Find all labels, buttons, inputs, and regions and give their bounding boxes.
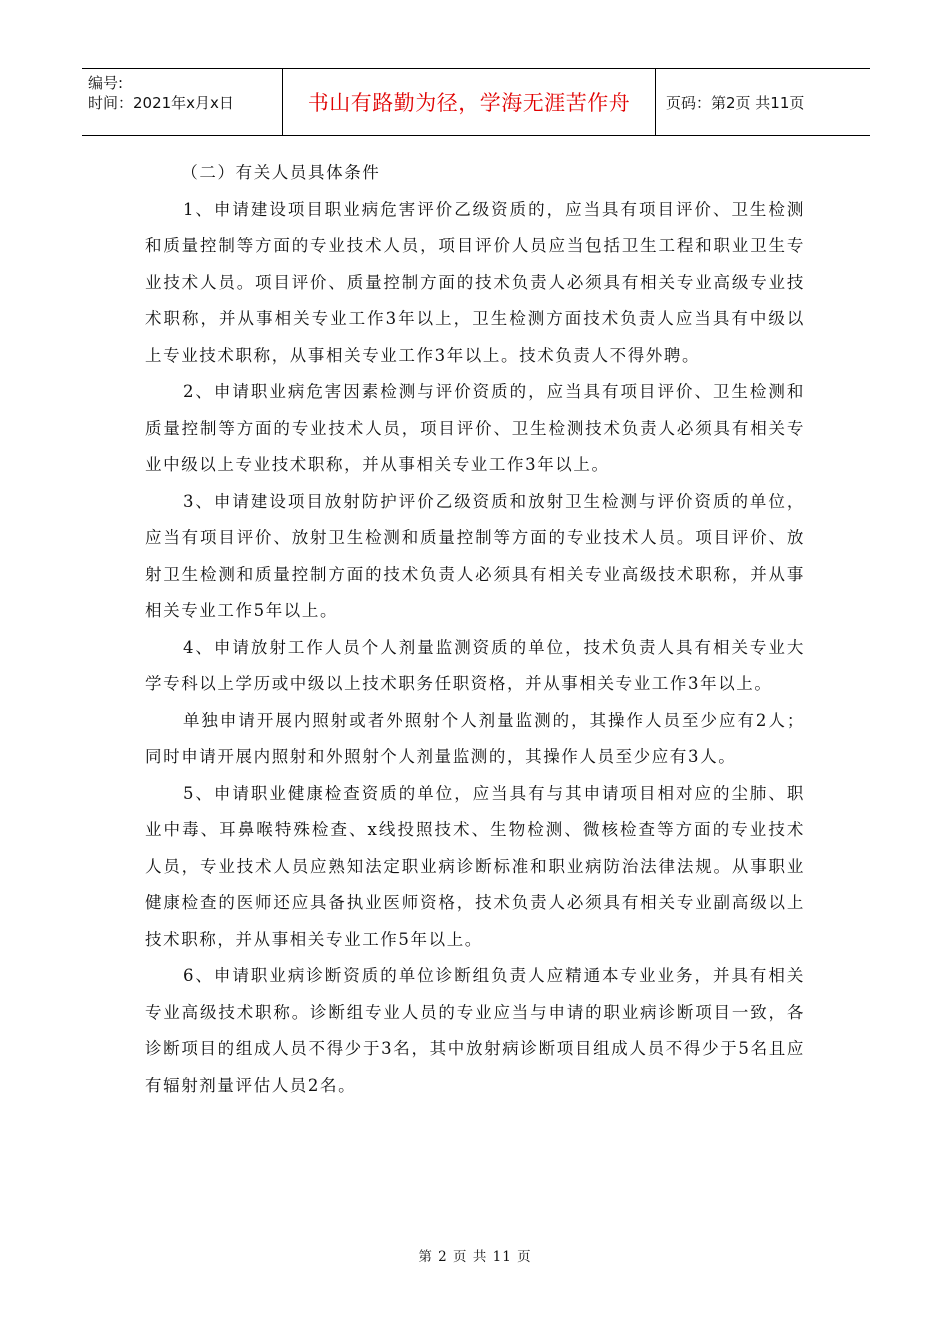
document-body <box>145 155 805 1104</box>
page-header <box>82 68 870 136</box>
paragraph-3: 3、申请建设项目放射防护评价乙级资质和放射卫生检测与评价资质的单位，应当有项目评价、放射卫生检测和质量控制等方面的专业技术人员。项目评价、放射卫生检测和质量控制方面的技术负责人必须具有相关专业高级技术职称，并从事相关专业工作5年以上。 <box>145 491 805 620</box>
paragraph-1: 1、申请建设项目职业病危害评价乙级资质的，应当具有项目评价、卫生检测和质量控制等方面的专业技术人员，项目评价人员应当包括卫生工程和职业卫生专业技术人员。项目评价、质量控制方面的技术负责人必须具有相关专业高级专业技术职称，并从事相关专业工作3年以上，卫生检测方面技术负责人应当具有中级以上专业技术职称，从事相关专业工作3年以上。技术负责人不得外聘。 <box>145 199 805 365</box>
paragraph-5: 5、申请职业健康检查资质的单位，应当具有与其申请项目相对应的尘肺、职业中毒、耳鼻喉特殊检查、x线投照技术、生物检测、微核检查等方面的专业技术人员，专业技术人员应熟知法定职业病诊断标准和职业病防治法律法规。从事职业健康检查的医师还应具备执业医师资格，技术负责人必须具有相关专业副高级以上技术职称，并从事相关专业工作5年以上。 <box>145 783 805 949</box>
page-footer: 第 2 页 共 11 页 <box>418 1249 532 1265</box>
section-title: （二）有关人员具体条件 <box>181 163 381 182</box>
document-number-label: 编号: <box>88 74 124 92</box>
header-page-info: 页码：第2页 共11页 <box>666 93 805 112</box>
document-time-label: 时间：2021年x月x日 <box>88 94 234 112</box>
paragraph-6: 6、申请职业病诊断资质的单位诊断组负责人应精通本专业业务，并具有相关专业高级技术职称。诊断组专业人员的专业应当与申请的职业病诊断项目一致，各诊断项目的组成人员不得少于3名，其中放射病诊断项目组成人员不得少于5名且应有辐射剂量评估人员2名。 <box>145 966 805 1095</box>
paragraph-2: 2、申请职业病危害因素检测与评价资质的，应当具有项目评价、卫生检测和质量控制等方面的专业技术人员，项目评价、卫生检测技术负责人必须具有相关专业中级以上专业技术职称，并从事相关专业工作3年以上。 <box>145 382 805 474</box>
header-motto: 书山有路勤为径，学海无涯苦作舟 <box>282 69 656 135</box>
header-meta-cell <box>82 69 282 135</box>
paragraph-4-note: 单独申请开展内照射或者外照射个人剂量监测的，其操作人员至少应有2人；同时申请开展内照射和外照射个人剂量监测的，其操作人员至少应有3人。 <box>145 710 805 766</box>
paragraph-4: 4、申请放射工作人员个人剂量监测资质的单位，技术负责人具有相关专业大学专科以上学历或中级以上技术职务任职资格，并从事相关专业工作3年以上。 <box>145 637 805 693</box>
